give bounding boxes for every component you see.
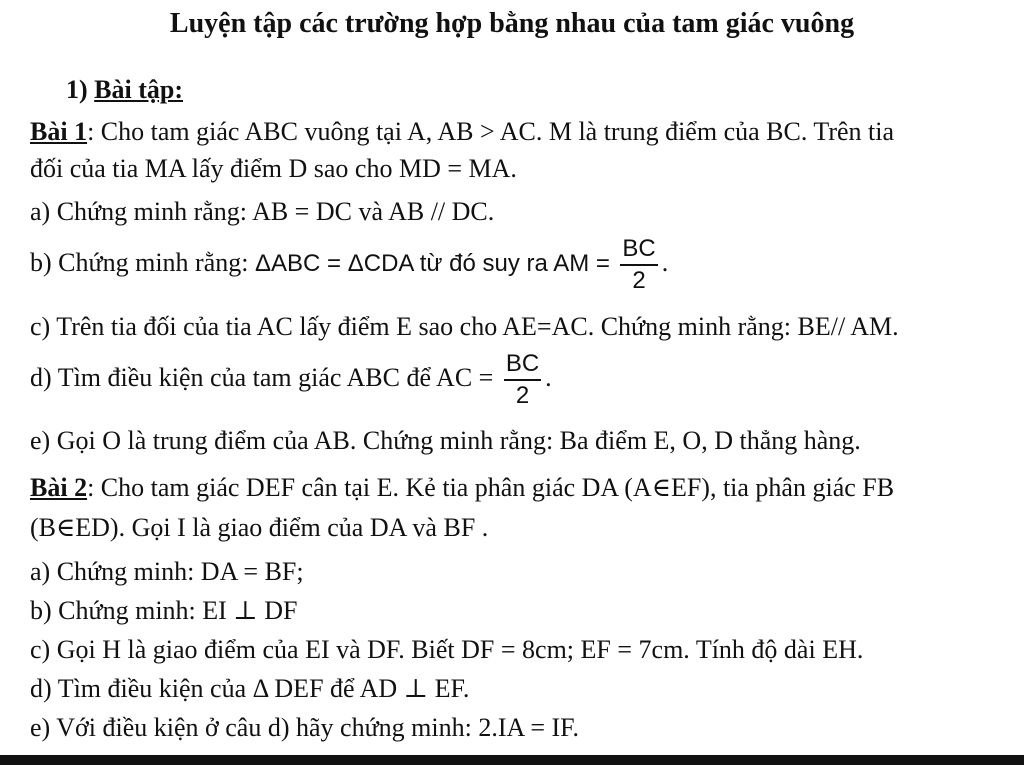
bai1-intro-text: : Cho tam giác ABC vuông tại A, AB > AC. M là trung điểm của BC. Trên tia (87, 117, 895, 146)
bai2-item-d: d) Tìm điều kiện của Δ DEF để AD ⊥ EF. (30, 674, 470, 703)
bai1-item-d (30, 351, 552, 409)
bai2-item-e: e) Với điều kiện ở câu d) hãy chứng minh: 2.IA = IF. (30, 713, 580, 742)
bai1-d-frac-num: BC (504, 351, 541, 381)
page-title: Luyện tập các trường hợp bằng nhau của tam giác vuông (169, 8, 855, 39)
bai1-item-c: c) Trên tia đối của tia AC lấy điểm E sao cho AE=AC. Chứng minh rằng: BE// AM. (30, 312, 899, 341)
bai2-label: Bài 2 (30, 473, 88, 502)
section-label: Bài tập: (94, 75, 184, 104)
bai1-intro-line1 (30, 116, 894, 148)
bai1-b-prefix: b) Chứng minh rằng: (30, 247, 249, 277)
bai2-item-a: a) Chứng minh: DA = BF; (30, 557, 304, 586)
bai1-b-suffix: . (661, 247, 669, 277)
bai1-item-a: a) Chứng minh rằng: AB = DC và AB // DC. (30, 197, 495, 226)
bai1-d-fraction (504, 351, 541, 409)
section-heading (66, 74, 183, 106)
bai2-intro-text: : Cho tam giác DEF cân tại E. Kẻ tia phân giác DA (A∈EF), tia phân giác FB (87, 473, 895, 502)
bai1-b-expr: ΔABC = ΔCDA từ đó suy ra AM = (254, 249, 610, 277)
bai1-b-fraction (620, 236, 657, 294)
bai2-intro-line2: (B∈ED). Gọi I là giao điểm của DA và BF . (30, 513, 489, 542)
bai1-item-b (30, 236, 668, 294)
bai2-item-b: b) Chứng minh: EI ⊥ DF (30, 596, 298, 625)
bai1-item-e: e) Gọi O là trung điểm của AB. Chứng minh rằng: Ba điểm E, O, D thẳng hàng. (30, 426, 861, 455)
bai1-d-suffix: . (545, 362, 552, 392)
bai2-item-c: c) Gọi H là giao điểm của EI và DF. Biết DF = 8cm; EF = 7cm. Tính độ dài EH. (30, 635, 864, 664)
bai1-d-frac-den: 2 (515, 382, 530, 409)
bai1-d-prefix: d) Tìm điều kiện của tam giác ABC để AC = (30, 362, 494, 392)
bai1-label: Bài 1 (30, 117, 88, 146)
bai1-b-frac-den: 2 (632, 267, 646, 294)
bai1-b-frac-num: BC (620, 236, 657, 266)
section-number: 1) (66, 75, 88, 104)
bai1-intro-line2: đối của tia MA lấy điểm D sao cho MD = MA. (30, 154, 517, 183)
bottom-edge-bar (0, 755, 1024, 765)
bai2-intro-line1 (30, 472, 894, 504)
